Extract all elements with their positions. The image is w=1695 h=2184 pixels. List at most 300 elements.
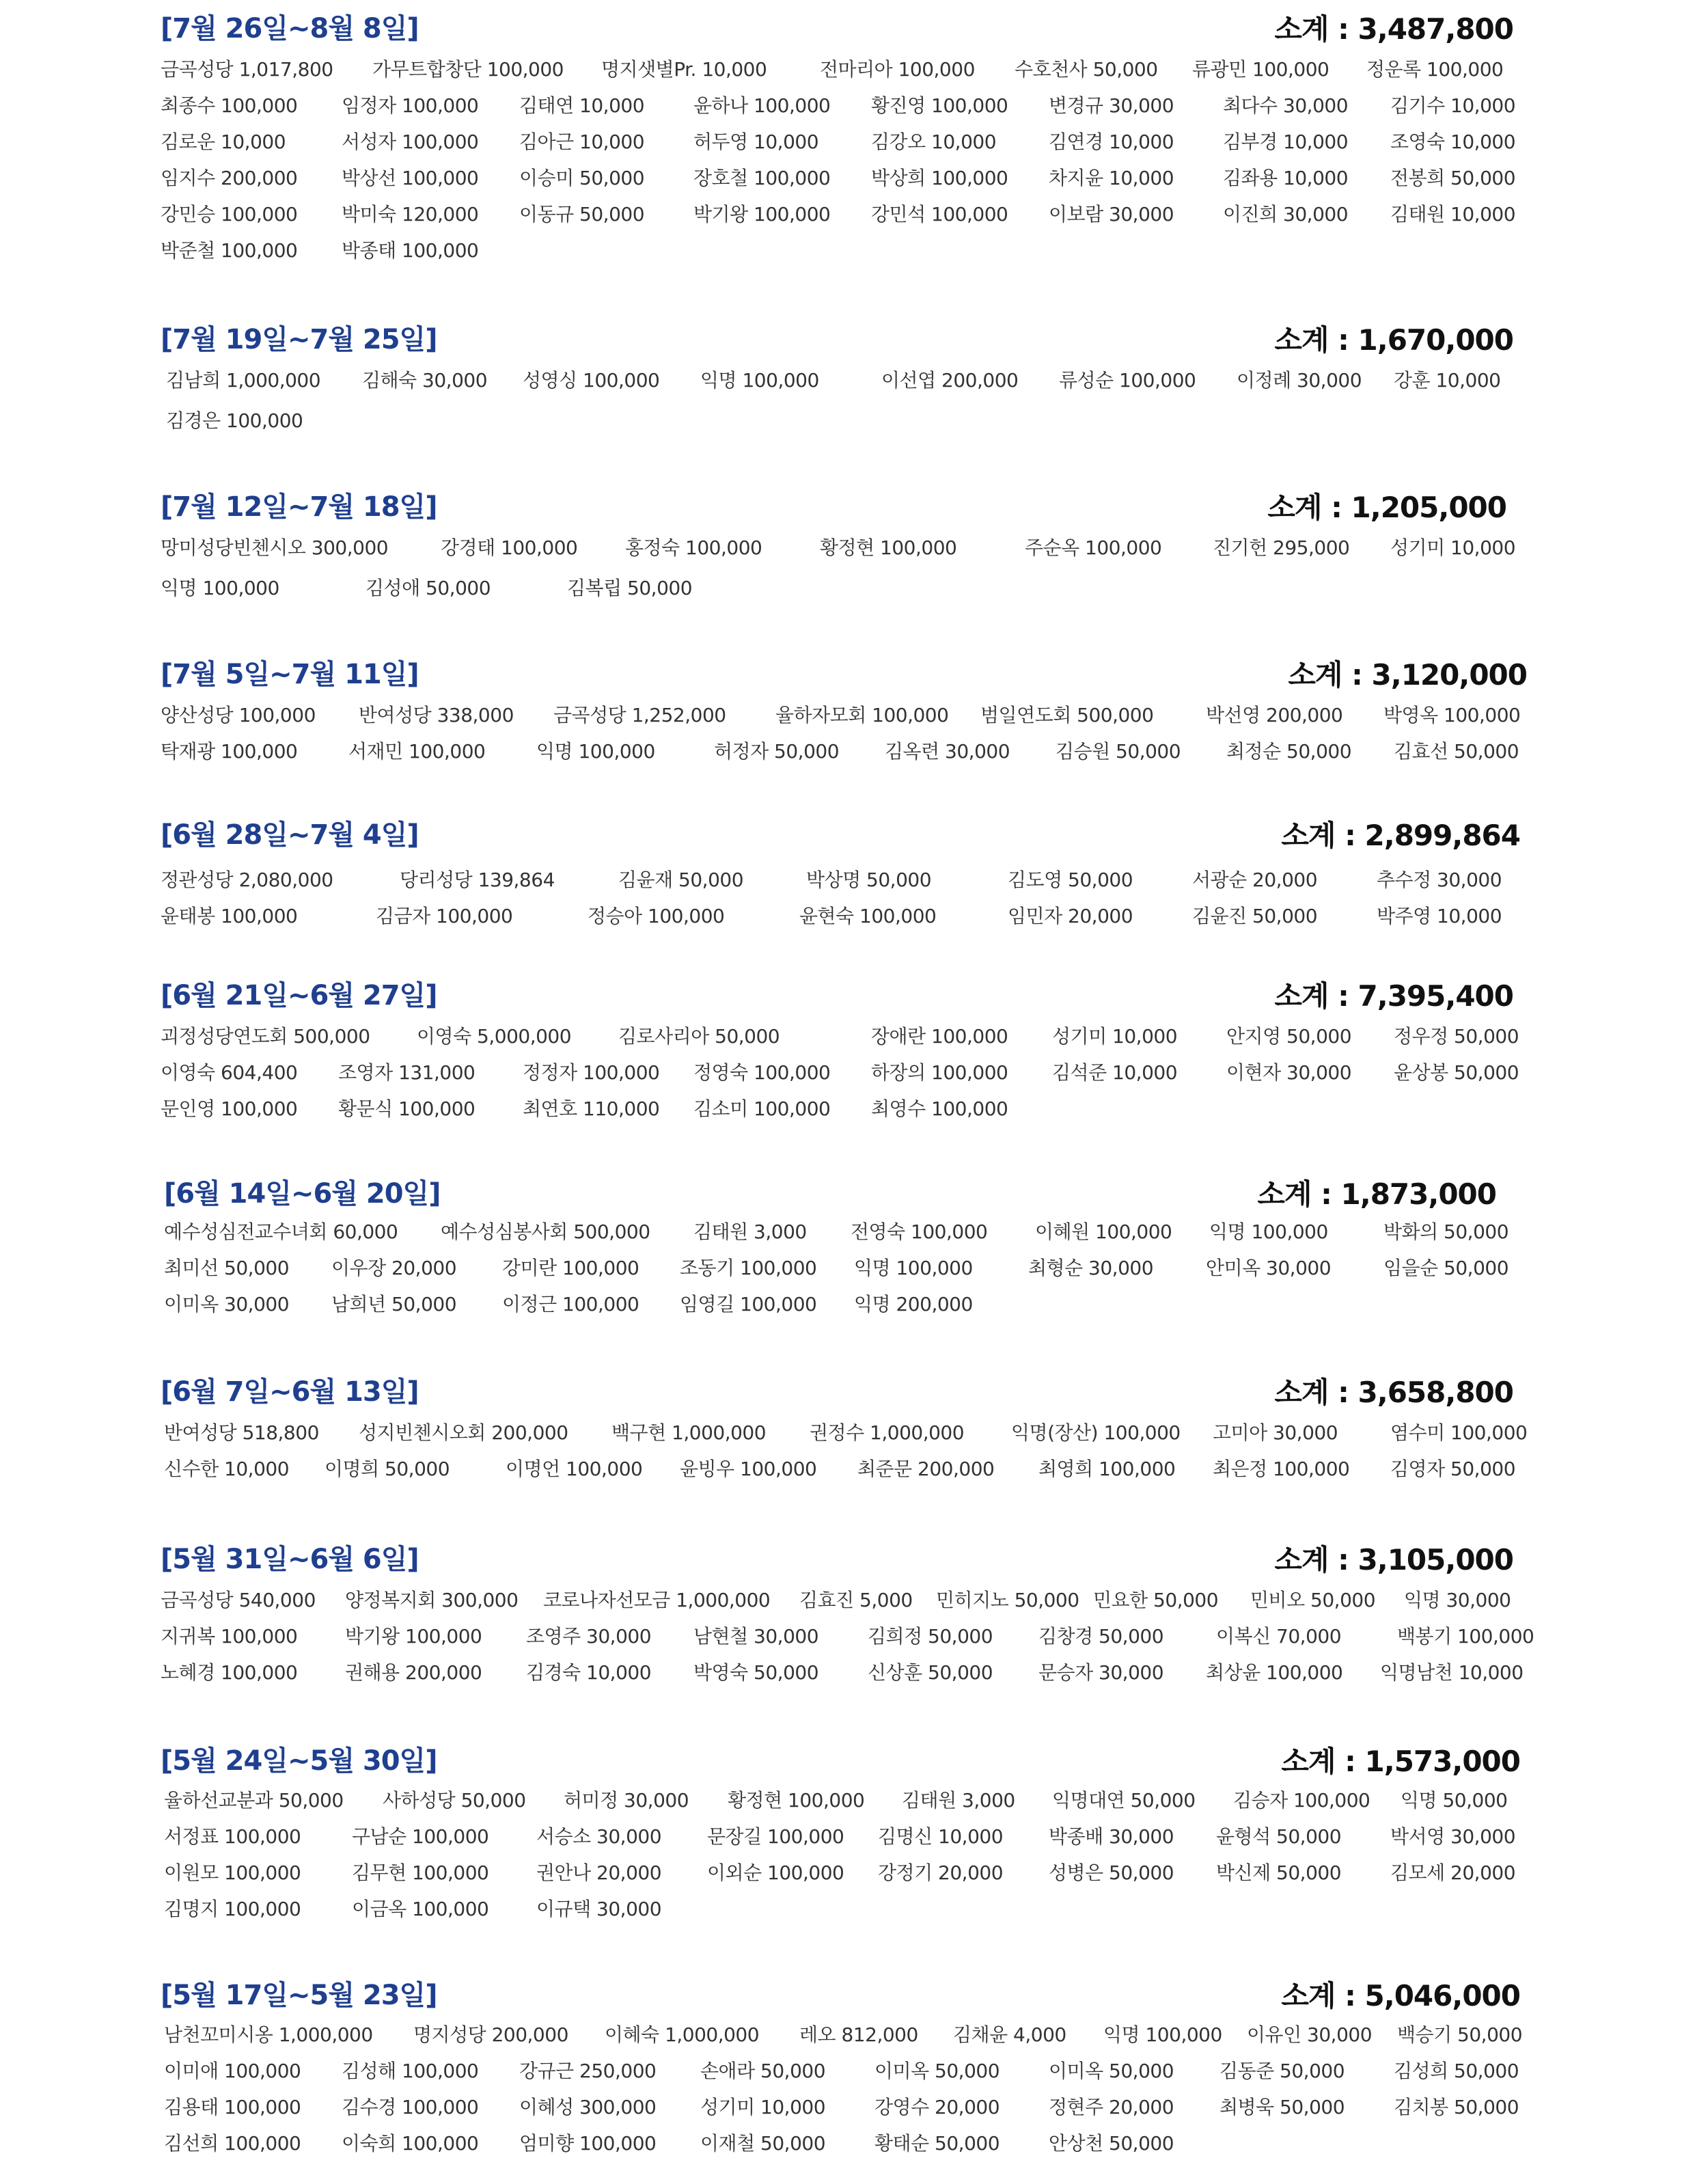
donor-entry: 강영수 20,000 xyxy=(874,2096,1000,2118)
donor-entry: 박종태 100,000 xyxy=(342,239,479,262)
donor-entry: 김성희 50,000 xyxy=(1394,2060,1519,2082)
donor-row xyxy=(161,1890,1520,1926)
donor-entry: 익명 100,000 xyxy=(1209,1220,1328,1243)
donor-entry: 이명언 100,000 xyxy=(506,1458,643,1480)
section-period: [7월 26일~8월 8일] xyxy=(161,13,419,44)
donor-entry: 박선영 200,000 xyxy=(1206,704,1343,726)
donor-entry: 김승원 50,000 xyxy=(1056,740,1181,763)
donor-entry: 윤하나 100,000 xyxy=(693,94,831,117)
donor-entry: 익명 30,000 xyxy=(1404,1589,1511,1611)
donor-entry: 박준철 100,000 xyxy=(161,239,298,262)
donor-entry: 율하선교분과 50,000 xyxy=(164,1789,344,1812)
donor-row xyxy=(161,861,1520,897)
donor-entry: 김채윤 4,000 xyxy=(953,2023,1066,2046)
donor-entry: 전마리아 100,000 xyxy=(820,58,975,81)
donor-row xyxy=(161,1450,1520,1486)
donor-entry: 고미아 30,000 xyxy=(1213,1421,1338,1444)
donor-entry: 김창경 50,000 xyxy=(1038,1625,1164,1648)
donor-entry: 최미선 50,000 xyxy=(164,1257,290,1279)
donor-entry: 김효진 5,000 xyxy=(799,1589,913,1611)
donor-entry: 서정표 100,000 xyxy=(164,1825,301,1848)
donor-entry: 반여성당 518,800 xyxy=(164,1421,319,1444)
donor-entry: 전영숙 100,000 xyxy=(851,1220,988,1243)
donor-entry: 이진희 30,000 xyxy=(1223,203,1349,226)
donor-entry: 김성해 100,000 xyxy=(342,2060,479,2082)
donor-entry: 레오 812,000 xyxy=(799,2023,918,2046)
donor-entry: 이금옥 100,000 xyxy=(352,1898,489,1920)
donor-row xyxy=(161,1018,1520,1054)
donor-entry: 이재철 50,000 xyxy=(700,2132,826,2155)
donor-entry: 김태원 10,000 xyxy=(1390,203,1516,226)
donor-entry: 괴정성당연도회 500,000 xyxy=(161,1025,370,1048)
donor-entry: 김부경 10,000 xyxy=(1223,131,1349,153)
donor-entry: 구남순 100,000 xyxy=(352,1825,489,1848)
donor-entry: 정승아 100,000 xyxy=(588,905,725,927)
section-subtotal: 소계 : 2,899,864 xyxy=(1281,819,1520,852)
section-period: [5월 31일~6월 6일] xyxy=(161,1544,419,1575)
donor-entry: 박영옥 100,000 xyxy=(1383,704,1521,726)
donor-entry: 이정례 30,000 xyxy=(1237,369,1362,392)
donor-entry: 허두영 10,000 xyxy=(693,131,819,153)
donor-entry: 최병욱 50,000 xyxy=(1219,2096,1345,2118)
section-header xyxy=(161,1370,1520,1414)
donor-entry: 손애라 50,000 xyxy=(700,2060,826,2082)
donor-entry: 박신제 50,000 xyxy=(1216,1861,1342,1884)
donor-entry: 이영숙 5,000,000 xyxy=(417,1025,572,1048)
donor-row xyxy=(161,1617,1534,1654)
donor-entry: 이승미 50,000 xyxy=(519,167,645,189)
donor-entry: 박종배 30,000 xyxy=(1049,1825,1174,1848)
donor-entry: 김연경 10,000 xyxy=(1049,131,1174,153)
donor-row xyxy=(161,1818,1520,1854)
donor-entry: 성영싱 100,000 xyxy=(523,369,660,392)
donor-entry: 김태원 3,000 xyxy=(902,1789,1015,1812)
donor-entry: 김수경 100,000 xyxy=(342,2096,479,2118)
section-period: [7월 12일~7월 18일] xyxy=(161,491,437,523)
donor-entry: 이명희 50,000 xyxy=(325,1458,450,1480)
donor-entry: 김명지 100,000 xyxy=(164,1898,301,1920)
donor-entry: 남희년 50,000 xyxy=(331,1293,457,1315)
donor-entry: 최종수 100,000 xyxy=(161,94,298,117)
donor-entry: 윤빙우 100,000 xyxy=(680,1458,817,1480)
donor-entry: 김승자 100,000 xyxy=(1233,1789,1370,1812)
donor-entry: 김로운 10,000 xyxy=(161,131,286,153)
donor-row xyxy=(161,2052,1520,2088)
donor-row xyxy=(161,2016,1523,2052)
donor-entry: 가무트합창단 100,000 xyxy=(372,58,564,81)
donor-entry: 최영수 100,000 xyxy=(871,1097,1008,1120)
donor-entry: 윤현숙 100,000 xyxy=(799,905,937,927)
donor-entry: 노혜경 100,000 xyxy=(161,1661,298,1684)
donor-entry: 최정순 50,000 xyxy=(1226,740,1352,763)
section-header xyxy=(161,485,1520,529)
section-header xyxy=(161,1538,1520,1581)
donor-entry: 예수성심전교수녀회 60,000 xyxy=(164,1220,398,1243)
donor-entry: 박상선 100,000 xyxy=(342,167,479,189)
donor-entry: 류성순 100,000 xyxy=(1059,369,1196,392)
donor-entry: 최준문 200,000 xyxy=(857,1458,995,1480)
donor-entry: 서승소 30,000 xyxy=(536,1825,662,1848)
donor-entry: 금곡성당 540,000 xyxy=(161,1589,316,1611)
donor-row xyxy=(161,1581,1520,1617)
donor-entry: 황정현 100,000 xyxy=(820,536,957,559)
section-subtotal: 소계 : 3,487,800 xyxy=(1274,12,1513,46)
donor-row xyxy=(161,733,1520,769)
donor-entry: 백승기 50,000 xyxy=(1397,2023,1523,2046)
donor-entry: 장호철 100,000 xyxy=(693,167,831,189)
donor-entry: 홍정숙 100,000 xyxy=(625,536,762,559)
donor-entry: 임을순 50,000 xyxy=(1383,1257,1509,1279)
donor-entry: 김영자 50,000 xyxy=(1390,1458,1516,1480)
donor-entry: 김윤재 50,000 xyxy=(618,869,744,891)
donation-section xyxy=(161,1538,1534,1690)
donor-entry: 이혜숙 1,000,000 xyxy=(605,2023,760,2046)
donor-row xyxy=(161,2088,1520,2125)
donor-entry: 염수미 100,000 xyxy=(1390,1421,1528,1444)
donor-entry: 반여성당 338,000 xyxy=(359,704,514,726)
donor-entry: 백구현 1,000,000 xyxy=(611,1421,767,1444)
donor-entry: 금곡성당 1,252,000 xyxy=(553,704,726,726)
donor-entry: 이선엽 200,000 xyxy=(881,369,1019,392)
donor-entry: 최연호 110,000 xyxy=(523,1097,660,1120)
donor-entry: 임정자 100,000 xyxy=(342,94,479,117)
donor-entry: 김해숙 30,000 xyxy=(362,369,488,392)
donor-entry: 이미옥 50,000 xyxy=(874,2060,1000,2082)
section-subtotal: 소계 : 1,573,000 xyxy=(1281,1745,1520,1778)
donor-entry: 박영숙 50,000 xyxy=(693,1661,819,1684)
donor-row xyxy=(161,1054,1520,1090)
donor-entry: 최은정 100,000 xyxy=(1213,1458,1350,1480)
donor-entry: 권해용 200,000 xyxy=(345,1661,482,1684)
donor-row xyxy=(161,1854,1520,1890)
donor-entry: 정현주 20,000 xyxy=(1049,2096,1174,2118)
donor-entry: 이보람 30,000 xyxy=(1049,203,1174,226)
section-header xyxy=(161,974,1520,1018)
donation-section xyxy=(161,7,1520,268)
donor-entry: 양산성당 100,000 xyxy=(161,704,316,726)
donor-entry: 박기왕 100,000 xyxy=(693,203,831,226)
donor-entry: 서성자 100,000 xyxy=(342,131,479,153)
donor-entry: 류광민 100,000 xyxy=(1192,58,1329,81)
donor-entry: 익명 100,000 xyxy=(854,1257,973,1279)
donor-entry: 박상희 100,000 xyxy=(871,167,1008,189)
donor-entry: 백봉기 100,000 xyxy=(1397,1625,1534,1648)
donor-entry: 김도영 50,000 xyxy=(1008,869,1133,891)
section-subtotal: 소계 : 1,873,000 xyxy=(1257,1177,1496,1211)
donor-entry: 김강오 10,000 xyxy=(871,131,997,153)
donor-entry: 강경태 100,000 xyxy=(441,536,578,559)
section-period: [5월 17일~5월 23일] xyxy=(161,1980,437,2011)
donor-entry: 이혜성 300,000 xyxy=(519,2096,657,2118)
donor-entry: 강훈 10,000 xyxy=(1394,369,1501,392)
donor-row xyxy=(161,195,1520,232)
donor-entry: 황태순 50,000 xyxy=(874,2132,1000,2155)
donor-entry: 김명신 10,000 xyxy=(878,1825,1004,1848)
section-period: [5월 24일~5월 30일] xyxy=(161,1745,437,1777)
donation-section xyxy=(161,485,1520,605)
donor-entry: 김용태 100,000 xyxy=(164,2096,301,2118)
donor-entry: 김옥련 30,000 xyxy=(885,740,1010,763)
donor-entry: 주순옥 100,000 xyxy=(1025,536,1162,559)
donor-entry: 성기미 10,000 xyxy=(700,2096,826,2118)
donor-entry: 이혜원 100,000 xyxy=(1035,1220,1172,1243)
donor-entry: 이동규 50,000 xyxy=(519,203,645,226)
donor-entry: 김소미 100,000 xyxy=(693,1097,831,1120)
donation-section xyxy=(161,1739,1520,1926)
donor-entry: 망미성당빈첸시오 300,000 xyxy=(161,536,389,559)
donor-entry: 익명대연 50,000 xyxy=(1052,1789,1196,1812)
donation-section xyxy=(161,318,1520,438)
donor-entry: 이숙희 100,000 xyxy=(342,2132,479,2155)
donor-entry: 허미정 30,000 xyxy=(564,1789,689,1812)
donor-entry: 명지성당 200,000 xyxy=(413,2023,568,2046)
section-header xyxy=(161,813,1520,861)
donor-entry: 익명(장산) 100,000 xyxy=(1011,1421,1181,1444)
donor-entry: 황진영 100,000 xyxy=(871,94,1008,117)
section-header xyxy=(161,318,1520,361)
donor-entry: 신수한 10,000 xyxy=(164,1458,290,1480)
donor-entry: 김성애 50,000 xyxy=(366,577,491,599)
donor-entry: 김모세 20,000 xyxy=(1390,1861,1516,1884)
donor-entry: 강미란 100,000 xyxy=(502,1257,639,1279)
donor-entry: 정관성당 2,080,000 xyxy=(161,869,333,891)
donor-entry: 윤형석 50,000 xyxy=(1216,1825,1342,1848)
section-period: [6월 28일~7월 4일] xyxy=(161,819,419,851)
donor-entry: 사하성당 50,000 xyxy=(383,1789,526,1812)
donor-entry: 차지윤 10,000 xyxy=(1049,167,1174,189)
donor-entry: 문인영 100,000 xyxy=(161,1097,298,1120)
donation-section xyxy=(161,813,1520,933)
donor-row xyxy=(161,1654,1524,1690)
donor-entry: 김기수 10,000 xyxy=(1390,94,1516,117)
donor-entry: 엄미향 100,000 xyxy=(519,2132,657,2155)
donor-entry: 정우정 50,000 xyxy=(1394,1025,1519,1048)
donor-entry: 이미옥 30,000 xyxy=(164,1293,290,1315)
donor-entry: 김선희 100,000 xyxy=(164,2132,301,2155)
donor-row xyxy=(161,1782,1520,1818)
donor-entry: 금곡성당 1,017,800 xyxy=(161,58,333,81)
donor-row xyxy=(161,1090,1520,1126)
donor-entry: 성병은 50,000 xyxy=(1049,1861,1174,1884)
donor-entry: 이현자 30,000 xyxy=(1226,1061,1352,1084)
donor-entry: 김치봉 50,000 xyxy=(1394,2096,1519,2118)
donor-entry: 정영숙 100,000 xyxy=(693,1061,831,1084)
donor-row xyxy=(161,361,1520,402)
donor-entry: 민요한 50,000 xyxy=(1093,1589,1219,1611)
donor-row xyxy=(161,696,1520,733)
donor-entry: 남천꼬미시옹 1,000,000 xyxy=(164,2023,373,2046)
donor-entry: 박기왕 100,000 xyxy=(345,1625,482,1648)
donor-entry: 권안나 20,000 xyxy=(536,1861,662,1884)
section-subtotal: 소계 : 3,120,000 xyxy=(1288,658,1527,692)
donor-entry: 율하자모회 100,000 xyxy=(775,704,949,726)
donor-entry: 김태원 3,000 xyxy=(693,1220,807,1243)
donor-entry: 양정복지회 300,000 xyxy=(345,1589,519,1611)
donor-entry: 이외순 100,000 xyxy=(707,1861,844,1884)
donation-section xyxy=(161,1974,1523,2161)
section-header xyxy=(161,653,1527,696)
donor-entry: 지귀복 100,000 xyxy=(161,1625,298,1648)
donor-entry: 변경규 30,000 xyxy=(1049,94,1174,117)
donor-entry: 김희정 50,000 xyxy=(868,1625,993,1648)
donor-entry: 김남희 1,000,000 xyxy=(166,369,321,392)
donor-row xyxy=(161,1249,1520,1285)
donor-entry: 하장의 100,000 xyxy=(871,1061,1008,1084)
section-subtotal: 소계 : 1,205,000 xyxy=(1267,491,1506,524)
donor-entry: 익명 100,000 xyxy=(1103,2023,1222,2046)
donor-entry: 임영길 100,000 xyxy=(680,1293,817,1315)
donor-entry: 임민자 20,000 xyxy=(1008,905,1133,927)
donor-entry: 김경은 100,000 xyxy=(166,409,303,432)
section-subtotal: 소계 : 3,105,000 xyxy=(1274,1543,1513,1576)
donor-entry: 황정현 100,000 xyxy=(728,1789,865,1812)
donor-entry: 박주영 10,000 xyxy=(1377,905,1502,927)
donor-entry: 김복립 50,000 xyxy=(567,577,693,599)
donor-entry: 당리성당 139,864 xyxy=(400,869,555,891)
donor-row xyxy=(161,1213,1520,1249)
donor-row xyxy=(161,569,1520,605)
donor-entry: 장애란 100,000 xyxy=(871,1025,1008,1048)
donor-entry: 이원모 100,000 xyxy=(164,1861,301,1884)
donor-entry: 조영자 131,000 xyxy=(338,1061,476,1084)
donor-row xyxy=(161,2125,1520,2161)
section-header xyxy=(161,1172,1520,1213)
donor-row xyxy=(161,402,1520,438)
donor-entry: 안지영 50,000 xyxy=(1226,1025,1352,1048)
donor-entry: 수호천사 50,000 xyxy=(1015,58,1158,81)
donation-section xyxy=(161,1370,1528,1486)
donor-entry: 익명 100,000 xyxy=(536,740,655,763)
donor-entry: 조영숙 10,000 xyxy=(1390,131,1516,153)
donor-entry: 범일연도회 500,000 xyxy=(980,704,1154,726)
donor-row xyxy=(161,159,1520,195)
donor-entry: 허정자 50,000 xyxy=(714,740,840,763)
donor-entry: 이규택 30,000 xyxy=(536,1898,662,1920)
donor-entry: 강정기 20,000 xyxy=(878,1861,1004,1884)
donor-entry: 이복신 70,000 xyxy=(1216,1625,1342,1648)
donor-entry: 김경숙 10,000 xyxy=(526,1661,652,1684)
donor-entry: 김석준 10,000 xyxy=(1052,1061,1178,1084)
donor-entry: 김태연 10,000 xyxy=(519,94,645,117)
section-subtotal: 소계 : 3,658,800 xyxy=(1274,1376,1513,1409)
donor-entry: 권정수 1,000,000 xyxy=(810,1421,965,1444)
donor-entry: 임지수 200,000 xyxy=(161,167,298,189)
donor-entry: 이영숙 604,400 xyxy=(161,1061,298,1084)
donor-entry: 민비오 50,000 xyxy=(1250,1589,1376,1611)
donor-entry: 진기헌 295,000 xyxy=(1213,536,1350,559)
donor-row xyxy=(161,897,1520,933)
donor-row xyxy=(161,123,1520,159)
donor-entry: 이미옥 50,000 xyxy=(1049,2060,1174,2082)
section-subtotal: 소계 : 7,395,400 xyxy=(1274,979,1513,1013)
donor-entry: 강규근 250,000 xyxy=(519,2060,657,2082)
donor-entry: 최영희 100,000 xyxy=(1038,1458,1176,1480)
donor-row xyxy=(161,51,1520,87)
donor-entry: 성기미 10,000 xyxy=(1052,1025,1178,1048)
donor-entry: 이미애 100,000 xyxy=(164,2060,301,2082)
donor-entry: 박서영 30,000 xyxy=(1390,1825,1516,1848)
donor-entry: 정정자 100,000 xyxy=(523,1061,660,1084)
donor-entry: 신상훈 50,000 xyxy=(868,1661,993,1684)
donor-entry: 강민석 100,000 xyxy=(871,203,1008,226)
section-period: [6월 14일~6월 20일] xyxy=(164,1178,441,1210)
donor-entry: 조동기 100,000 xyxy=(680,1257,817,1279)
donor-entry: 박상명 50,000 xyxy=(806,869,932,891)
donor-row xyxy=(161,232,1520,268)
section-subtotal: 소계 : 1,670,000 xyxy=(1274,323,1513,357)
donor-entry: 안상천 50,000 xyxy=(1049,2132,1174,2155)
donor-entry: 박미숙 120,000 xyxy=(342,203,479,226)
donor-entry: 강민승 100,000 xyxy=(161,203,298,226)
donor-entry: 남현철 30,000 xyxy=(693,1625,819,1648)
donor-entry: 성지빈첸시오회 200,000 xyxy=(359,1421,568,1444)
donation-section xyxy=(161,1172,1520,1322)
donor-entry: 김아근 10,000 xyxy=(519,131,645,153)
donor-entry: 이정근 100,000 xyxy=(502,1293,639,1315)
section-header xyxy=(161,1739,1520,1782)
donor-entry: 안미옥 30,000 xyxy=(1206,1257,1332,1279)
donor-entry: 김금자 100,000 xyxy=(376,905,513,927)
donor-entry: 추수정 30,000 xyxy=(1377,869,1502,891)
donation-section xyxy=(161,653,1527,769)
donor-row xyxy=(161,1285,1520,1322)
section-period: [7월 19일~7월 25일] xyxy=(161,324,437,355)
donor-entry: 김로사리아 50,000 xyxy=(618,1025,780,1048)
donor-entry: 성기미 10,000 xyxy=(1390,536,1516,559)
donor-entry: 명지샛별Pr. 10,000 xyxy=(601,58,767,81)
section-period: [7월 5일~7월 11일] xyxy=(161,659,419,690)
donor-entry: 코로나자선모금 1,000,000 xyxy=(543,1589,771,1611)
donor-entry: 익명남천 10,000 xyxy=(1380,1661,1524,1684)
donor-entry: 김효선 50,000 xyxy=(1394,740,1519,763)
donor-entry: 전봉희 50,000 xyxy=(1390,167,1516,189)
donor-entry: 이유인 30,000 xyxy=(1247,2023,1373,2046)
section-period: [6월 21일~6월 27일] xyxy=(161,980,437,1011)
donor-entry: 정운록 100,000 xyxy=(1366,58,1504,81)
donor-row xyxy=(161,529,1520,569)
donor-entry: 익명 100,000 xyxy=(700,369,819,392)
donor-entry: 최형순 30,000 xyxy=(1028,1257,1154,1279)
donor-entry: 예수성심봉사회 500,000 xyxy=(441,1220,650,1243)
donor-entry: 윤상봉 50,000 xyxy=(1394,1061,1519,1084)
donor-entry: 이우장 20,000 xyxy=(331,1257,457,1279)
donor-entry: 황문식 100,000 xyxy=(338,1097,476,1120)
donor-entry: 최다수 30,000 xyxy=(1223,94,1349,117)
section-period: [6월 7일~6월 13일] xyxy=(161,1376,419,1408)
donor-entry: 익명 200,000 xyxy=(854,1293,973,1315)
donor-entry: 문승자 30,000 xyxy=(1038,1661,1164,1684)
section-header xyxy=(161,7,1520,51)
donor-entry: 서광순 20,000 xyxy=(1192,869,1318,891)
donor-entry: 탁재광 100,000 xyxy=(161,740,298,763)
donor-entry: 박화의 50,000 xyxy=(1383,1220,1509,1243)
donor-entry: 익명 50,000 xyxy=(1401,1789,1508,1812)
donor-entry: 최상윤 100,000 xyxy=(1206,1661,1343,1684)
donor-row xyxy=(161,87,1520,123)
donor-entry: 서재민 100,000 xyxy=(348,740,486,763)
donor-entry: 김좌용 10,000 xyxy=(1223,167,1349,189)
section-subtotal: 소계 : 5,046,000 xyxy=(1281,1979,1520,2012)
donor-row xyxy=(161,1414,1528,1450)
donor-entry: 김윤진 50,000 xyxy=(1192,905,1318,927)
section-header xyxy=(161,1974,1520,2016)
donor-entry: 김무현 100,000 xyxy=(352,1861,489,1884)
donation-section xyxy=(161,974,1520,1126)
donor-entry: 윤태봉 100,000 xyxy=(161,905,298,927)
donor-entry: 조영주 30,000 xyxy=(526,1625,652,1648)
donor-entry: 문장길 100,000 xyxy=(707,1825,844,1848)
donor-entry: 민히지노 50,000 xyxy=(936,1589,1079,1611)
